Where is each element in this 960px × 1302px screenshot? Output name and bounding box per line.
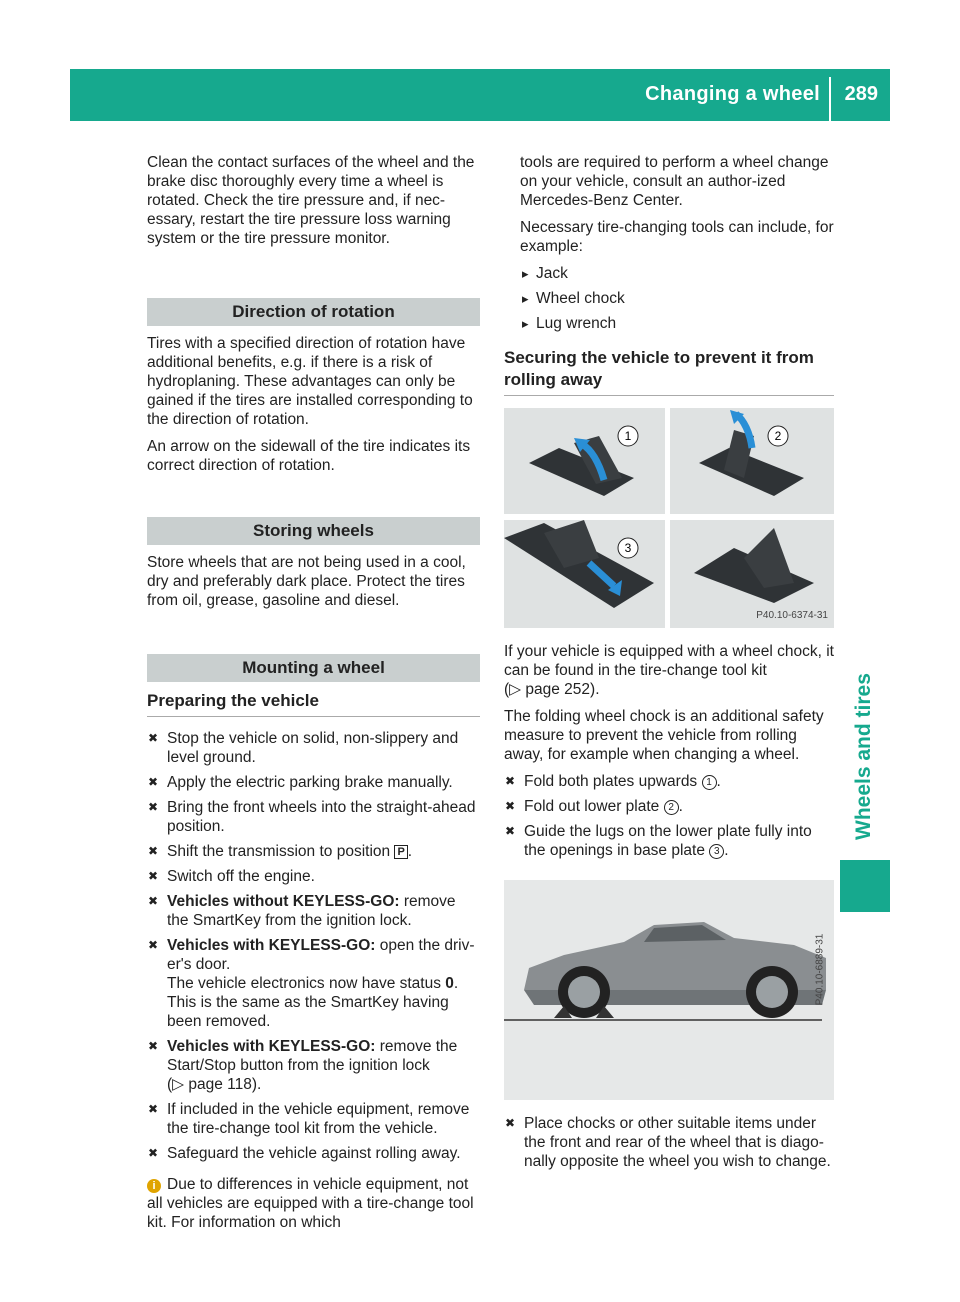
step-arrow-icon: ✖ <box>148 1146 159 1160</box>
side-tab-marker <box>840 860 890 912</box>
step-arrow-icon: ✖ <box>148 869 159 883</box>
section-mounting-a-wheel: Mounting a wheel <box>147 654 480 682</box>
page-reference-link[interactable]: (▷ page 252). <box>504 681 600 698</box>
step-item: ✖ Fold out lower plate 2 . <box>505 798 683 815</box>
callout-ref-3: 3 <box>709 844 724 859</box>
step-item: ✖ Vehicles without KEYLESS-GO: remove the SmartKey from the ignition lock. <box>148 893 456 929</box>
subheading-preparing: Preparing the vehicle <box>147 690 480 717</box>
side-tab <box>840 640 890 840</box>
page-number: 289 <box>844 83 878 105</box>
callout-3: 3 <box>624 541 632 555</box>
vehicle-chock-figure <box>504 880 834 1100</box>
tool-item: ▸ Lug wrench <box>522 315 617 332</box>
step-item: ✖ Apply the electric parking brake manually. <box>148 774 453 791</box>
direction-paragraph-1: Tires with a specified direction of rotation have additional benefits, e.g. if there is a risk of hydroplaning. These advantages can only be gained if the tires are installed corresponding to the direction of rotation. <box>147 335 473 428</box>
step-arrow-icon: ✖ <box>505 799 516 813</box>
page-reference-link[interactable]: (▷ page 118). <box>167 1076 262 1093</box>
right-column <box>504 153 834 1177</box>
step-arrow-icon: ✖ <box>148 894 159 908</box>
header-divider <box>829 77 831 121</box>
step-arrow-icon: ✖ <box>505 1116 516 1130</box>
callout-2: 2 <box>774 429 782 443</box>
callout-1: 1 <box>624 429 632 443</box>
step-item: ✖ If included in the vehicle equipment, remove the tire-change tool kit from the vehicle. <box>148 1101 470 1137</box>
info-note: i Due to differences in vehicle equipment, not all vehicles are equipped with a tire-change tool kit. For information on which <box>147 1176 474 1231</box>
section-storing-wheels: Storing wheels <box>147 517 480 545</box>
bullet-icon: ▸ <box>522 266 529 281</box>
figure-code: P40.10-6889-31 <box>814 933 826 1006</box>
step-item: ✖ Switch off the engine. <box>148 868 315 885</box>
step-item: ✖ Fold both plates upwards 1 . <box>505 773 721 790</box>
section-direction-of-rotation: Direction of rotation <box>147 298 480 326</box>
callout-ref-2: 2 <box>664 800 679 815</box>
left-column <box>147 153 480 1240</box>
step-item: ✖ Vehicles with KEYLESS-GO: remove the Start/Stop button from the ignition lock (▷ page 118). <box>148 1038 458 1093</box>
info-note-continued: tools are required to perform a wheel change on your vehicle, consult an author-ized Mercedes-Benz Center. <box>520 154 829 209</box>
park-position-symbol: P <box>394 845 407 859</box>
tools-intro: Necessary tire-changing tools can include, for example: <box>520 219 834 255</box>
chapter-title: Changing a wheel <box>645 83 820 105</box>
direction-paragraph-2: An arrow on the sidewall of the tire indicates its correct direction of rotation. <box>147 438 471 474</box>
storing-paragraph: Store wheels that are not being used in a cool, dry and preferably dark place. Protect the tires from oil, grease, gasoline and diesel. <box>147 554 466 609</box>
step-arrow-icon: ✖ <box>148 1039 159 1053</box>
tool-item: ▸ Wheel chock <box>522 290 625 307</box>
tool-item: ▸ Jack <box>522 265 568 282</box>
step-arrow-icon: ✖ <box>505 774 516 788</box>
step-arrow-icon: ✖ <box>148 844 159 858</box>
bullet-icon: ▸ <box>522 291 529 306</box>
page-header <box>70 69 890 121</box>
step-arrow-icon: ✖ <box>148 800 159 814</box>
vehicle-illustration <box>504 880 834 1100</box>
step-arrow-icon: ✖ <box>148 775 159 789</box>
subheading-securing: Securing the vehicle to prevent it from rolling away <box>504 347 834 396</box>
step-item: ✖ Safeguard the vehicle against rolling away. <box>148 1145 461 1162</box>
step-item: ✖ Stop the vehicle on solid, non-slippery and level ground. <box>148 730 459 766</box>
chock-paragraph-2: The folding wheel chock is an additional safety measure to prevent the vehicle from rolling away, for example when changing a wheel. <box>504 708 824 763</box>
wheel-chock-figure <box>504 408 834 628</box>
step-arrow-icon: ✖ <box>505 824 516 838</box>
figure-code: P40.10-6374-31 <box>756 610 828 621</box>
step-arrow-icon: ✖ <box>148 731 159 745</box>
step-item: ✖ Place chocks or other suitable items under the front and rear of the wheel that is diago-nally opposite the wheel you wish to change. <box>505 1115 831 1170</box>
side-tab-label: Wheels and tires <box>852 673 875 840</box>
step-arrow-icon: ✖ <box>148 1102 159 1116</box>
bullet-icon: ▸ <box>522 316 529 331</box>
wheel-chock-illustration <box>504 408 834 628</box>
callout-ref-1: 1 <box>702 775 717 790</box>
intro-paragraph: Clean the contact surfaces of the wheel and the brake disc thoroughly every time a wheel is rotated. Check the tire pressure and, if nec-essary, restart the tire pressure loss warning system or the tire pressure monitor. <box>147 154 475 247</box>
step-arrow-icon: ✖ <box>148 938 159 952</box>
step-item: ✖ Bring the front wheels into the straight-ahead position. <box>148 799 476 835</box>
step-item: ✖ Guide the lugs on the lower plate fully into the openings in base plate 3 . <box>505 823 812 859</box>
step-item: ✖ Shift the transmission to position P . <box>148 843 413 860</box>
step-item: ✖ Vehicles with KEYLESS-GO: open the driv-er's door. The vehicle electronics now have status 0. This is the same as the SmartKey having been removed. <box>148 937 475 1030</box>
info-icon: i <box>147 1179 161 1193</box>
chock-paragraph-1: If your vehicle is equipped with a wheel chock, it can be found in the tire-change tool kit (▷ page 252). <box>504 643 834 698</box>
